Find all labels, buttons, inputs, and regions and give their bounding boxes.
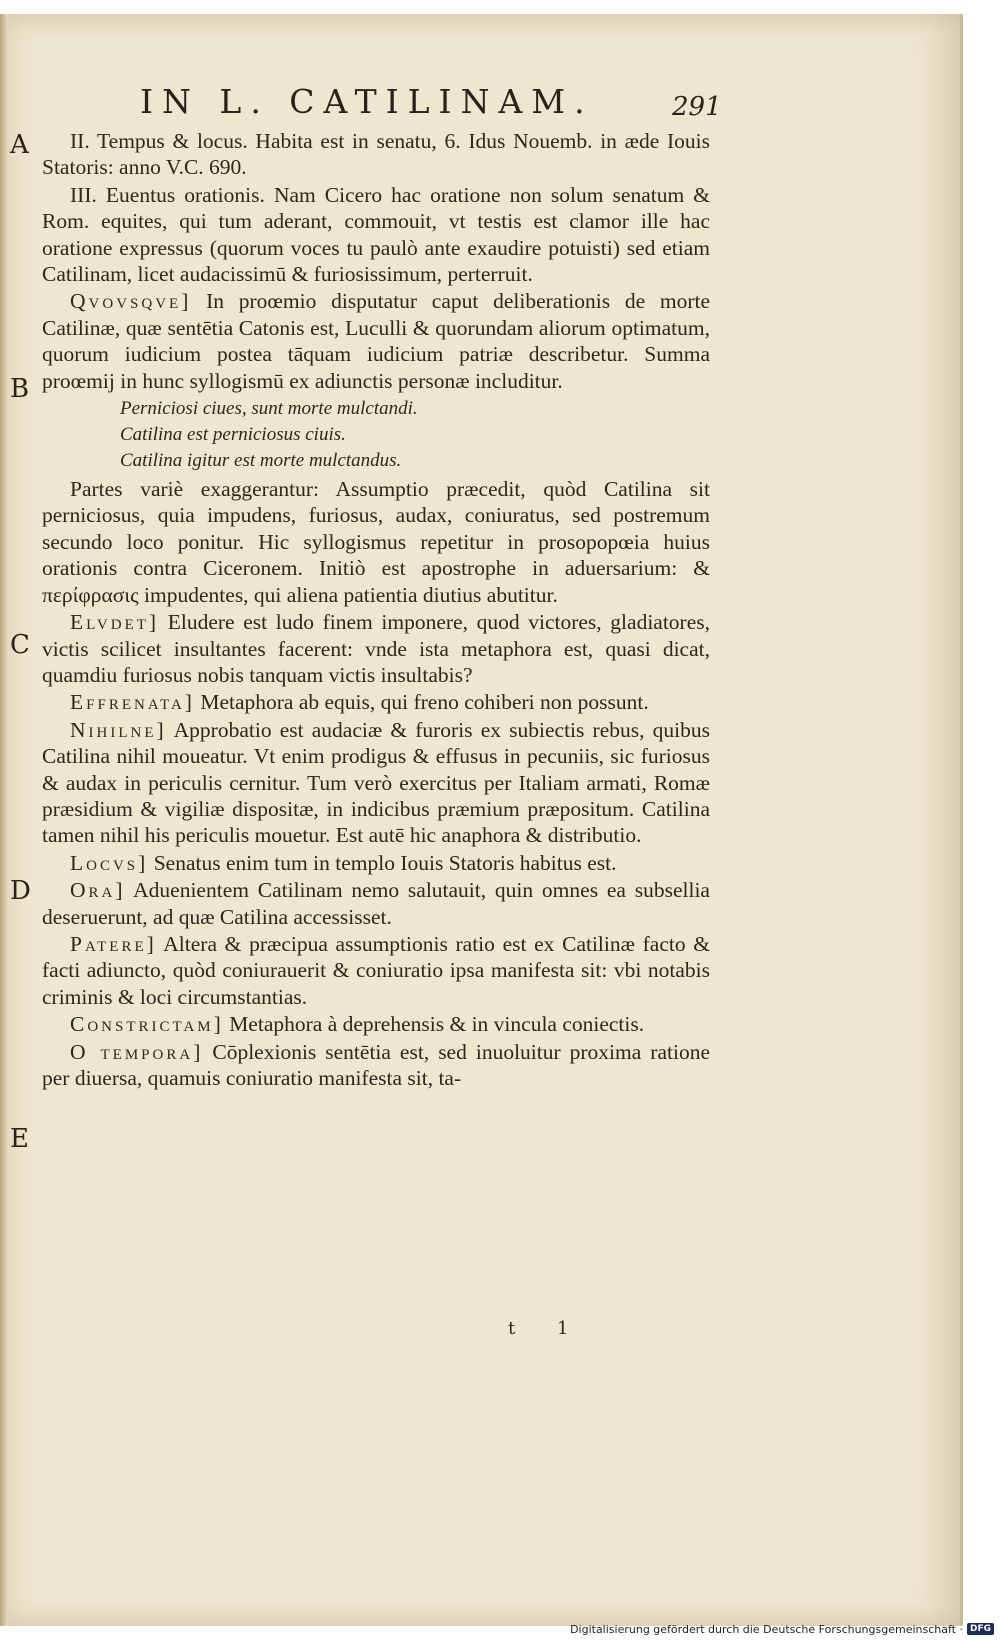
- paragraph-locus: [42, 850, 710, 876]
- paragraph-partes: [42, 476, 710, 608]
- paragraph-text: Senatus enim tum in templo Iouis Statoris habitus est.: [153, 850, 617, 875]
- paragraph-text: Approbatio est audaciæ & furoris ex subiectis rebus, quibus Catilina nihil moueatur. Vt enim prodigus & effusus in pecuniis, sic furiosus & audax in periculis cernitur. Tum verò exercitus per Italiam armati, Romæ præsidium & vigiliæ dispositæ, in indicibus præmium præpositum. Catilina tamen nihil his periculis mouetur. Est autē hic anaphora & distributio.: [42, 717, 710, 848]
- syllogism-block: [120, 396, 710, 474]
- lemma: Locvs]: [70, 850, 149, 875]
- paragraph-text: Cōplexionis sentētia est, sed inuoluitur proxima ratione per diuersa, quamuis coniuratio manifesta sit, ta-: [42, 1039, 710, 1090]
- paragraph-constrictam: [42, 1011, 710, 1037]
- syllogism-conclusion: Catilina igitur est morte mulctandus.: [120, 450, 402, 472]
- lemma: Qvovsqve]: [70, 289, 192, 314]
- margin-letter-e: E: [10, 1124, 29, 1154]
- digitization-footer: [570, 1620, 994, 1638]
- paragraph-text: Eludere est ludo finem imponere, quod victores, gladiatores, victis scilicet insultantes facerent: vnde ista metaphora est, quasi dicat, quamdiu furiosus nobis tanquam victis insultabis?: [42, 610, 710, 687]
- paragraph-quousque: [42, 288, 710, 394]
- paragraph-text: II. Tempus & locus. Habita est in senatu, 6. Idus Nouemb. in æde Iouis Statoris: anno V.C. 690.: [42, 129, 710, 180]
- lemma: Nihilne]: [70, 717, 167, 742]
- lemma: Constrictam]: [70, 1012, 224, 1037]
- syllogism-minor: Catilina est perniciosus ciuis.: [120, 424, 346, 446]
- folio-number: 291: [672, 92, 722, 122]
- commentary-body: [42, 128, 710, 1092]
- margin-letter-b: B: [10, 374, 30, 404]
- lemma: Ora]: [70, 878, 126, 903]
- paragraph-euentus: [42, 182, 710, 288]
- page-gutter-shadow: [0, 14, 8, 1626]
- footer-text: Digitalisierung gefördert durch die Deutsche Forschungsgemeinschaft ·: [570, 1622, 963, 1636]
- lemma: Effrenata]: [70, 690, 195, 715]
- paragraph-effrenata: [42, 689, 710, 715]
- margin-letter-c: C: [10, 630, 30, 660]
- syllogism-major: Perniciosi ciues, sunt morte mulctandi.: [120, 398, 418, 420]
- paragraph-o-tempora: [42, 1039, 710, 1092]
- margin-letter-a: A: [10, 130, 29, 160]
- paragraph-text: Partes variè exaggerantur: Assumptio præcedit, quòd Catilina sit perniciosus, quia impudens, furiosus, audax, coniuratus, sed postremum secundo loco ponitur. Hic syllogismus repetitur in prosopopœia huius orationis contra Ciceronem. Initiò est apostrophe in aduersarium: & περίφρασις impudentes, qui aliena patientia diutius abutitur.: [42, 477, 710, 607]
- paragraph-patere: [42, 931, 710, 1010]
- running-head: IN L. CATILINAM.: [140, 82, 594, 121]
- dfg-logo-icon: DFG: [967, 1623, 994, 1635]
- paragraph-tempus: [42, 128, 710, 181]
- lemma: O tempora]: [70, 1039, 204, 1064]
- signature-mark: t 1: [508, 1318, 587, 1339]
- lemma: Elvdet]: [70, 610, 160, 635]
- paragraph-text: Aduenientem Catilinam nemo salutauit, quin omnes ea subsellia deseruerunt, ad quæ Catilina accessisset.: [42, 878, 710, 929]
- paragraph-ora: [42, 877, 710, 930]
- lemma: Patere]: [70, 931, 157, 956]
- paragraph-text: III. Euentus orationis. Nam Cicero hac oratione non solum senatum & Rom. equites, qui tum aderant, commouit, vt testis est clamor ille hac oratione expressus (quorum voces tu paulò ante exaudire potuisti) sed etiam Catilinam, licet audacissimū & furiosissimum, perterruit.: [42, 182, 710, 287]
- paragraph-eludet: [42, 609, 710, 688]
- book-page: [0, 14, 963, 1626]
- margin-letter-d: D: [10, 876, 31, 906]
- paragraph-text: Metaphora ab equis, qui freno cohiberi non possunt.: [200, 690, 649, 715]
- paragraph-text: Altera & præcipua assumptionis ratio est ex Catilinæ facto & facti adiuncto, quòd coniurauerit & coniuratio ipsa manifesta sit: vbi notabis criminis & loci circumstantias.: [42, 931, 710, 1009]
- paragraph-text: Metaphora à deprehensis & in vincula coniectis.: [229, 1012, 645, 1037]
- paragraph-text: In proœmio disputatur caput deliberationis de morte Catilinæ, quæ sentētia Catonis est, Luculli & quorundam aliorum optimatum, quorum iudicium postea tāquam iudicium patriæ describetur. Summa proœmij in hunc syllogismū ex adiunctis personæ includitur.: [42, 289, 711, 393]
- paragraph-nihilne: [42, 717, 710, 849]
